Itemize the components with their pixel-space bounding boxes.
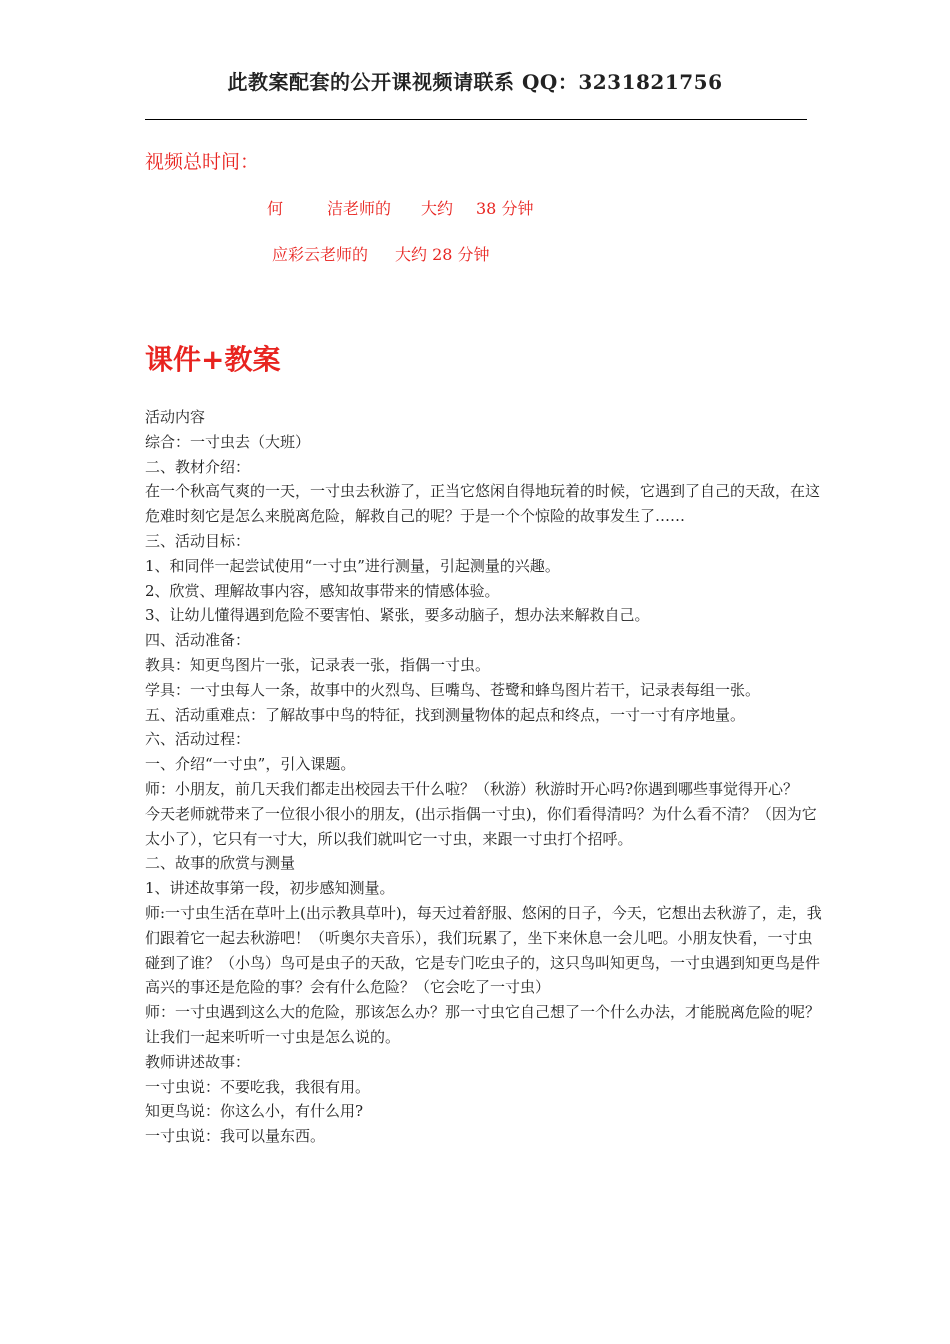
teacher-ying-duration: 大约 28 分钟 [395,245,490,264]
content-line: 二、教材介绍： [145,457,251,476]
content-line: 五、活动重难点：了解故事中鸟的特征，找到测量物体的起点和终点，一寸一寸有序地量。 [145,705,746,724]
content-line: 1、和同伴一起尝试使用“一寸虫”进行测量，引起测量的兴趣。 [145,556,560,575]
section-title: 课件+教案 [145,343,281,376]
teacher-ying-name: 应彩云老师的 [272,245,369,264]
video-total-time-label: 视频总时间： [145,151,260,173]
header-divider [145,119,807,120]
content-line: 师：小朋友，前几天我们都走出校园去干什么啦？（秋游）秋游时开心吗?你遇到哪些事觉得开心？ [145,779,799,798]
content-line: 师:一寸虫生活在草叶上(出示教具草叶)，每天过着舒服、悠闲的日子，今天，它想出去秋游了，走，我们跟着它一起去秋游吧！（听奥尔夫音乐），我们玩累了，坐下来休息一会儿吧。小朋友快看，一寸虫碰到了谁？（小鸟）鸟可是虫子的天敌，它是专门吃虫子的，这只鸟叫知更鸟，一寸虫遇到知更鸟是件高兴的事还是危险的事？会有什么危险？（它会吃了一寸虫） [145,903,822,997]
teacher-he-duration: 38 分钟 [476,199,534,218]
content-line: 3、让幼儿懂得遇到危险不要害怕、紧张，要多动脑子，想办法来解救自己。 [145,606,650,625]
content-line: 今天老师就带来了一位很小很小的朋友，(出示指偶一寸虫)，你们看得清吗？为什么看不清？（因为它太小了），它只有一寸大，所以我们就叫它一寸虫，来跟一寸虫打个招呼。 [145,804,817,848]
content-line: 四、活动准备： [145,631,251,650]
content-line: 活动内容 [145,408,206,426]
teacher-duration-ying [0,242,950,266]
content-line: 三、活动目标： [145,531,251,550]
lesson-plan-body [145,405,825,1149]
teacher-he-approx: 大约 [421,199,454,218]
content-line: 1、讲述故事第一段，初步感知测量。 [145,879,395,898]
teacher-he-name: 洁老师的 [327,199,392,218]
content-line: 学具：一寸虫每人一条，故事中的火烈鸟、巨嘴鸟、苍鹭和蜂鸟图片若干，记录表每组一张。 [145,680,761,699]
content-line: 六、活动过程： [145,730,251,749]
content-line: 一寸虫说：不要吃我，我很有用。 [145,1077,371,1096]
content-line: 二、故事的欣赏与测量 [145,854,296,873]
page-header-title: 此教案配套的公开课视频请联系 QQ：3231821756 [227,70,723,94]
content-line: 一寸虫说：我可以量东西。 [145,1127,326,1146]
content-line: 综合：一寸虫去（大班） [145,432,311,451]
content-line: 2、欣赏、理解故事内容，感知故事带来的情感体验。 [145,581,500,600]
content-line: 师：一寸虫遇到这么大的危险，那该怎么办？那一寸虫它自己想了一个什么办法，才能脱离危险的呢？让我们一起来听听一寸虫是怎么说的。 [145,1003,821,1046]
teacher-he-surname: 何 [267,199,284,218]
teacher-duration-he [0,196,950,220]
content-line: 知更鸟说：你这么小，有什么用? [145,1102,364,1121]
content-line: 教具：知更鸟图片一张，记录表一张，指偶一寸虫。 [145,655,491,674]
content-line: 教师讲述故事： [145,1052,251,1071]
content-line: 一、介绍“一寸虫”，引入课题。 [145,755,356,774]
content-line: 在一个秋高气爽的一天，一寸虫去秋游了，正当它悠闲自得地玩着的时候，它遇到了自己的天敌，在这危难时刻它是怎么来脱离危险，解救自己的呢？于是一个个惊险的故事发生了…… [145,482,821,526]
